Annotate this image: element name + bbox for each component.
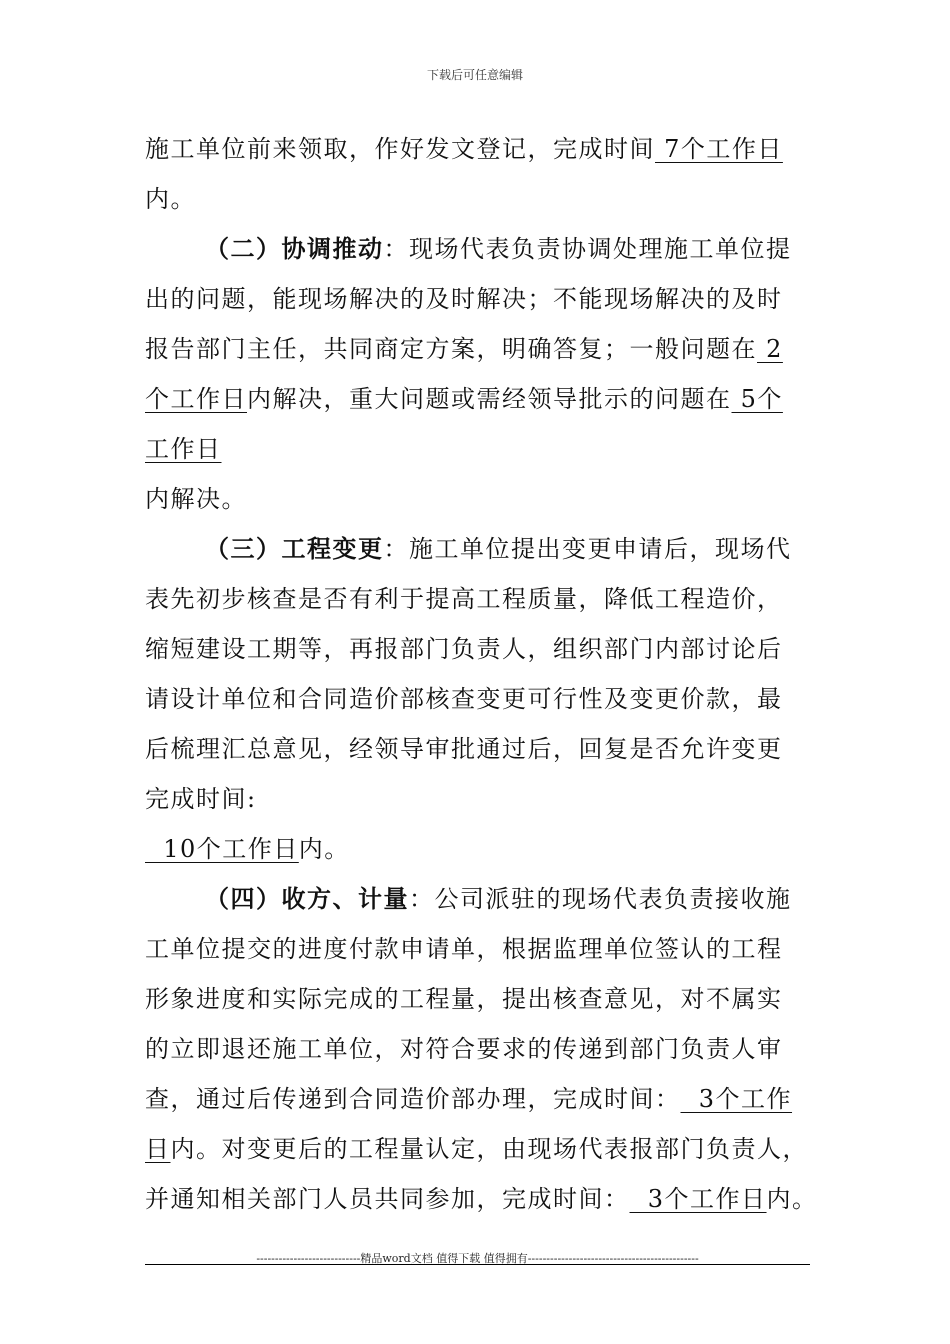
text-line-6	[145, 384, 810, 414]
text-line-22	[145, 1184, 818, 1214]
underlined-deadline: 7个工作日	[655, 135, 783, 163]
text-run: 内。对变更后的工程量认定，由现场代表报部门负责人，	[170, 1135, 808, 1163]
text-line-17: 工单位提交的进度付款申请单，根据监理单位签认的工程	[145, 935, 783, 963]
text-line-14: 完成时间:	[145, 785, 257, 813]
page-footer: ----------------------------精品word文档 值得下载 值得拥有----------------------------------------------	[256, 1252, 699, 1265]
underlined-deadline: 2	[757, 335, 783, 363]
underlined-deadline: 个工作日	[145, 385, 247, 413]
underlined-deadline: 工作日	[145, 435, 222, 463]
text-line-15	[145, 834, 810, 864]
text-line-21	[145, 1134, 810, 1164]
text-line-18: 形象进度和实际完成的工程量，提出核查意见，对不属实	[145, 985, 783, 1013]
text-line-4: 出的问题，能现场解决的及时解决；不能现场解决的及时	[145, 285, 783, 313]
section-4-heading: （四）收方、计量	[205, 884, 409, 913]
underlined-deadline: 5个	[731, 385, 783, 413]
underlined-deadline: 10个工作日	[145, 835, 299, 863]
text-run: 并通知相关部门人员共同参加，完成时间：	[145, 1185, 630, 1213]
text-run: 内解决，重大问题或需经领导批示的问题在	[247, 385, 732, 413]
text-line-10: 表先初步核查是否有利于提高工程质量，降低工程造价，	[145, 585, 783, 613]
text-line-19: 的立即退还施工单位，对符合要求的传递到部门负责人审	[145, 1035, 783, 1063]
text-run: 查，通过后传递到合同造价部办理，完成时间：	[145, 1085, 681, 1113]
text-line-20	[145, 1084, 810, 1114]
text-run: 报告部门主任，共同商定方案，明确答复；一般问题在	[145, 335, 757, 363]
footer-rule	[145, 1264, 810, 1265]
section-4-heading-line	[205, 884, 810, 914]
section-2-heading-line	[205, 234, 810, 264]
underlined-deadline: 3个工作日	[629, 1185, 767, 1213]
text-run: 施工单位前来领取，作好发文登记，完成时间	[145, 135, 655, 163]
text-run: ：公司派驻的现场代表负责接收施	[409, 885, 792, 913]
text-line-7	[145, 434, 810, 464]
text-run: ：施工单位提出变更申请后，现场代	[383, 535, 792, 563]
underlined-deadline: 日	[145, 1135, 171, 1163]
text-run: 内。	[766, 1185, 818, 1213]
text-line-11: 缩短建设工期等，再报部门负责人，组织部门内部讨论后	[145, 635, 783, 663]
section-3-heading: （三）工程变更	[205, 534, 384, 563]
text-line-1	[145, 134, 810, 164]
text-line-5	[145, 334, 810, 364]
text-line-12: 请设计单位和合同造价部核查变更可行性及变更价款，最	[145, 685, 783, 713]
text-run: ：现场代表负责协调处理施工单位提	[383, 235, 792, 263]
text-line-8: 内解决。	[145, 485, 247, 513]
section-3-heading-line	[205, 534, 810, 564]
text-line-2: 内。	[145, 185, 196, 213]
page-header: 下载后可任意编辑	[426, 68, 523, 82]
section-2-heading: （二）协调推动	[205, 234, 384, 263]
text-run: 内。	[298, 835, 350, 863]
underlined-deadline: 3个工作	[680, 1085, 793, 1113]
text-line-13: 后梳理汇总意见，经领导审批通过后，回复是否允许变更	[145, 735, 783, 763]
